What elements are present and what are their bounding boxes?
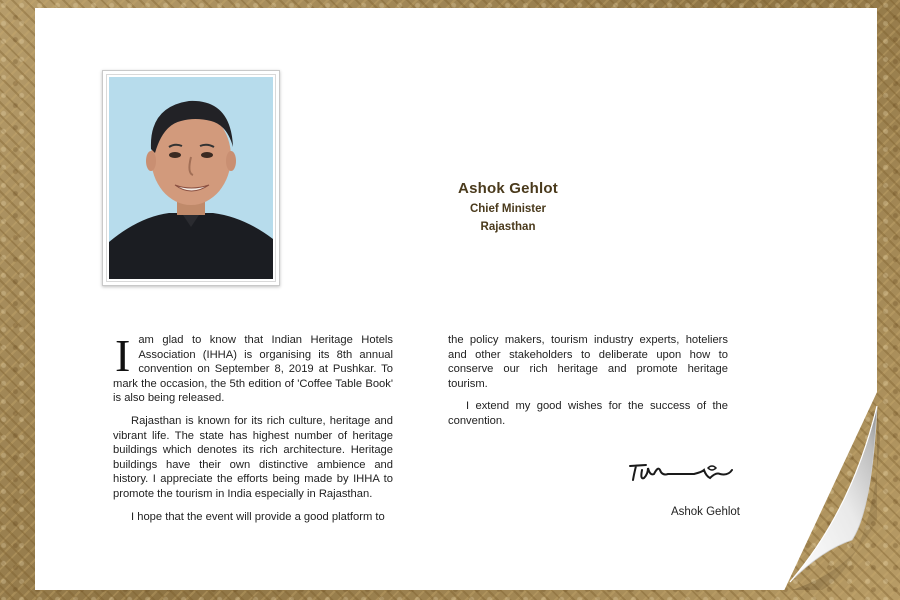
message-paragraph: I hope that the event will provide a good platform to — [131, 510, 385, 523]
message-paragraph: Rajasthan is known for its rich culture, heritage and vibrant life. The state has highest number of heritage buildings which denotes its rich architecture. Heritage buildings have their own distinctive ambience and history. I appreciate the efforts being made by IHHA to promote the tourism in India especially in Rajasthan. — [113, 414, 393, 500]
message-left-column — [113, 330, 393, 532]
message-right-column — [448, 333, 728, 437]
signature-name: Ashok Gehlot — [670, 506, 740, 518]
author-designation: Chief Minister — [469, 203, 547, 215]
title-block — [408, 180, 608, 239]
drop-cap: I — [115, 330, 131, 381]
author-name: Ashok Gehlot — [458, 180, 558, 197]
author-state: Rajasthan — [480, 221, 536, 233]
portrait-illustration — [109, 77, 273, 279]
message-paragraph: I extend my good wishes for the success of the convention. — [448, 400, 728, 427]
message-paragraph — [113, 330, 393, 406]
handwritten-signature — [624, 458, 736, 486]
portrait-photo — [109, 77, 273, 279]
message-paragraph: the policy makers, tourism industry experts, hoteliers and other stakeholders to deliberate upon how to conserve our rich heritage and promote heritage tourism. — [448, 334, 728, 390]
paragraph-text: am glad to know that Indian Heritage Hotels Association (IHHA) is organising its 8th annual convention on September 8, 2019 at Pushkar. To mark the occasion, the 5th edition of 'Coffee Table Book' is also being released. — [113, 334, 393, 405]
portrait-frame — [102, 70, 280, 286]
